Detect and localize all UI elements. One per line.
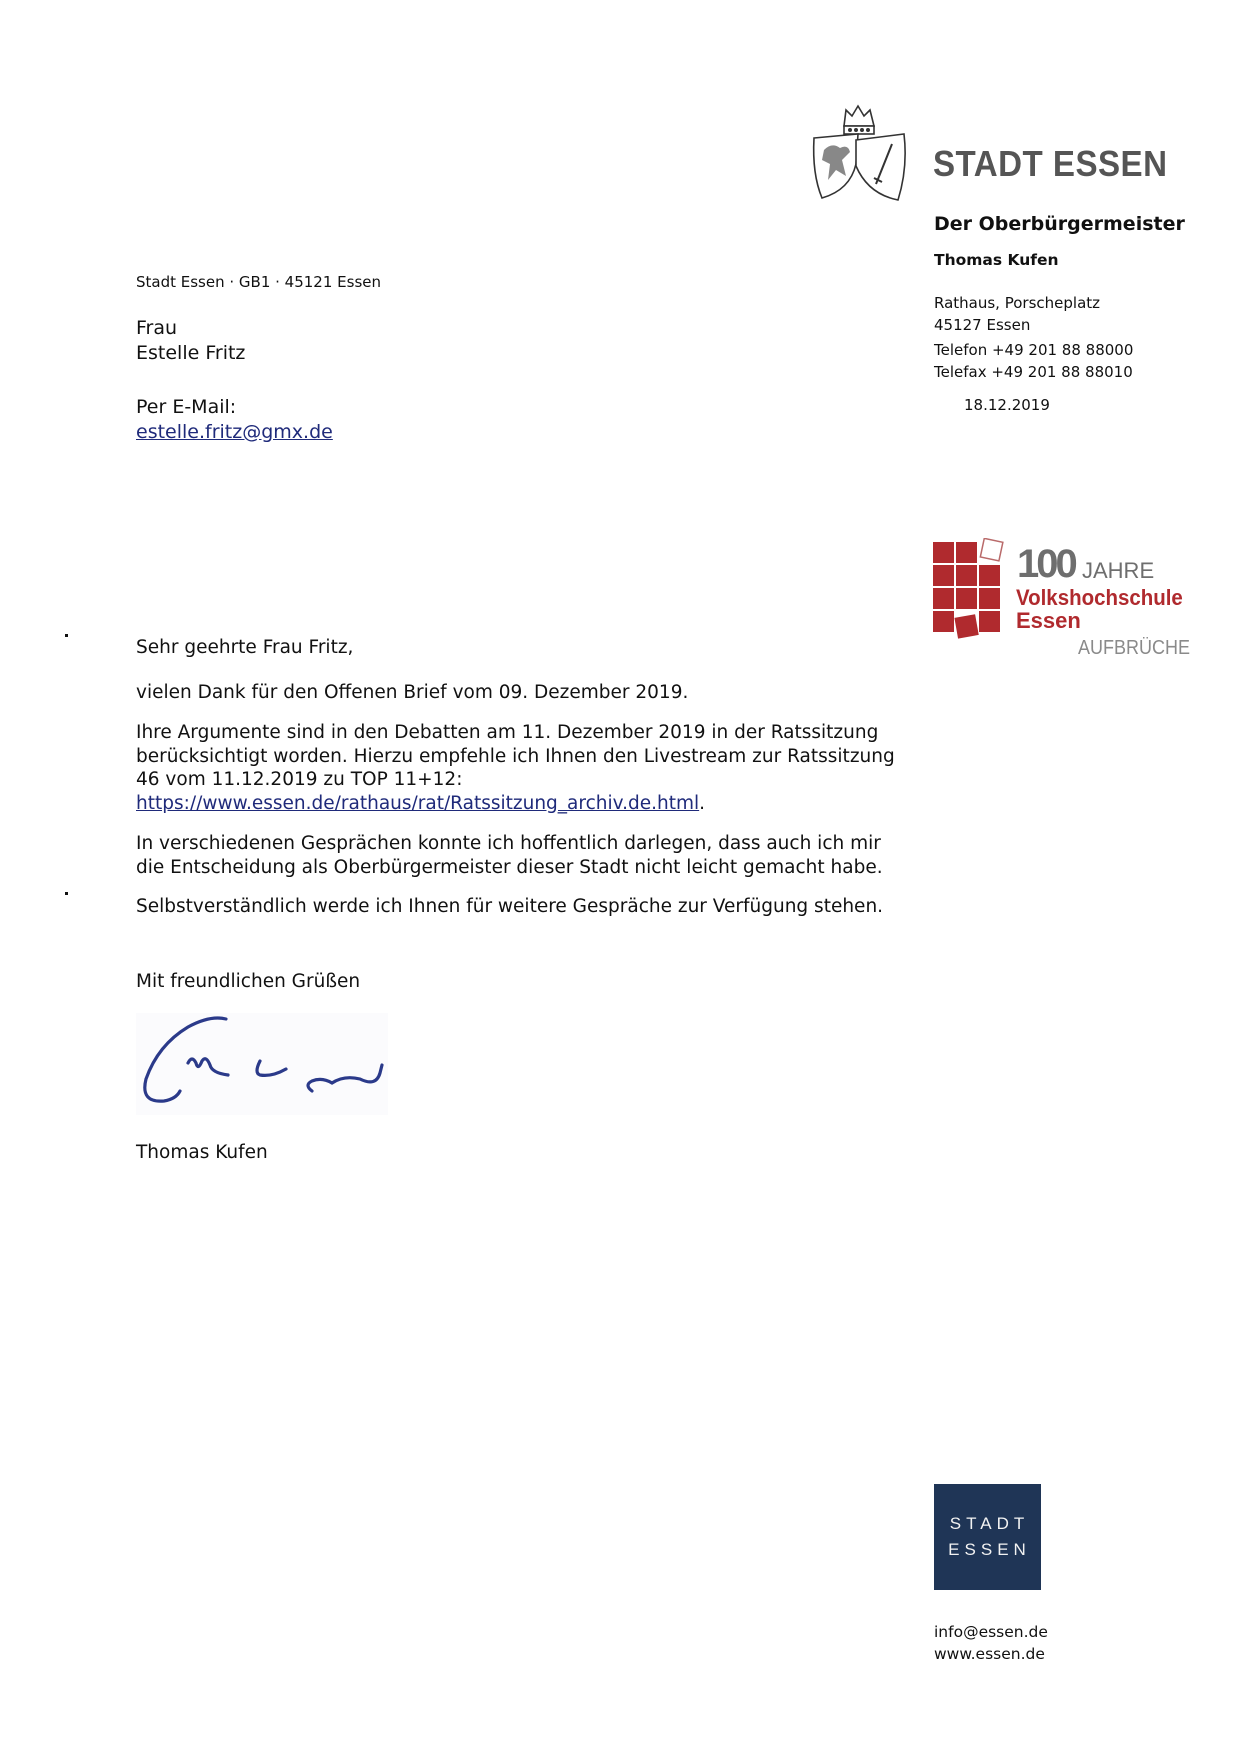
link-suffix: .: [699, 792, 706, 814]
fax-number: Telefax +49 201 88 88010: [934, 363, 1133, 381]
city-brand-wordmark: STADT ESSEN: [933, 143, 1168, 184]
office-title: Der Oberbürgermeister: [934, 213, 1185, 235]
recipient-name: Estelle Fritz: [136, 342, 246, 364]
badge-line-1: STADT: [949, 1514, 1030, 1533]
coat-of-arms-icon: [810, 104, 910, 204]
badge-line-2: ESSEN: [948, 1540, 1031, 1559]
address-street: Rathaus, Porscheplatz: [934, 294, 1101, 312]
address-city: 45127 Essen: [934, 316, 1031, 334]
signature-icon: [136, 1013, 388, 1115]
vhs-tagline: AUFBRÜCHE: [1078, 637, 1191, 659]
fold-mark: [65, 892, 68, 895]
mayor-name: Thomas Kufen: [934, 251, 1059, 269]
signer-name: Thomas Kufen: [136, 1142, 268, 1163]
recipient-email-link[interactable]: estelle.fritz@gmx.de: [136, 421, 333, 443]
fold-mark: [65, 634, 68, 637]
paragraph-line: In verschiedenen Gesprächen konnte ich hoffentlich darlegen, dass auch ich mir: [136, 833, 881, 854]
greeting: Sehr geehrte Frau Fritz,: [136, 637, 354, 658]
footer-website: www.essen.de: [934, 1645, 1045, 1663]
paragraph-line: berücksichtigt worden. Hierzu empfehle ich Ihnen den Livestream zur Ratssitzung: [136, 745, 895, 767]
paragraph-arguments: [136, 721, 896, 815]
paragraph-line: die Entscheidung als Oberbürgermeister dieser Stadt nicht leicht gemacht habe.: [136, 856, 883, 878]
footer-email: info@essen.de: [934, 1623, 1048, 1641]
letter-date: 18.12.2019: [964, 396, 1050, 414]
phone-number: Telefon +49 201 88 88000: [934, 341, 1134, 359]
paragraph-conversations: [136, 832, 896, 879]
paragraph-line: Ihre Argumente sind in den Debatten am 11. Dezember 2019 in der Ratssitzung: [136, 722, 879, 743]
delivery-method: Per E-Mail:: [136, 396, 237, 418]
paragraph-availability: Selbstverständlich werde ich Ihnen für weitere Gespräche zur Verfügung stehen.: [136, 896, 884, 917]
vhs-number: 100: [1017, 542, 1075, 586]
recipient-title: Frau: [136, 317, 178, 339]
vhs-name: Volkshochschule: [1016, 585, 1183, 610]
closing: Mit freundlichen Grüßen: [136, 971, 361, 992]
stadt-essen-badge: [934, 1484, 1041, 1590]
vhs-jahre: JAHRE: [1082, 558, 1155, 583]
paragraph-line: [136, 792, 896, 816]
livestream-archive-link[interactable]: https://www.essen.de/rathaus/rat/Ratssitzung_archiv.de.html: [136, 792, 700, 814]
paragraph-line: 46 vom 11.12.2019 zu TOP 11+12:: [136, 769, 463, 790]
vhs-grid-icon: [930, 538, 1010, 663]
vhs-anniversary-logo: [930, 538, 1200, 663]
paragraph-thanks: vielen Dank für den Offenen Brief vom 09. Dezember 2019.: [136, 682, 689, 703]
vhs-city: Essen: [1016, 608, 1081, 633]
return-address: Stadt Essen · GB1 · 45121 Essen: [136, 273, 382, 291]
